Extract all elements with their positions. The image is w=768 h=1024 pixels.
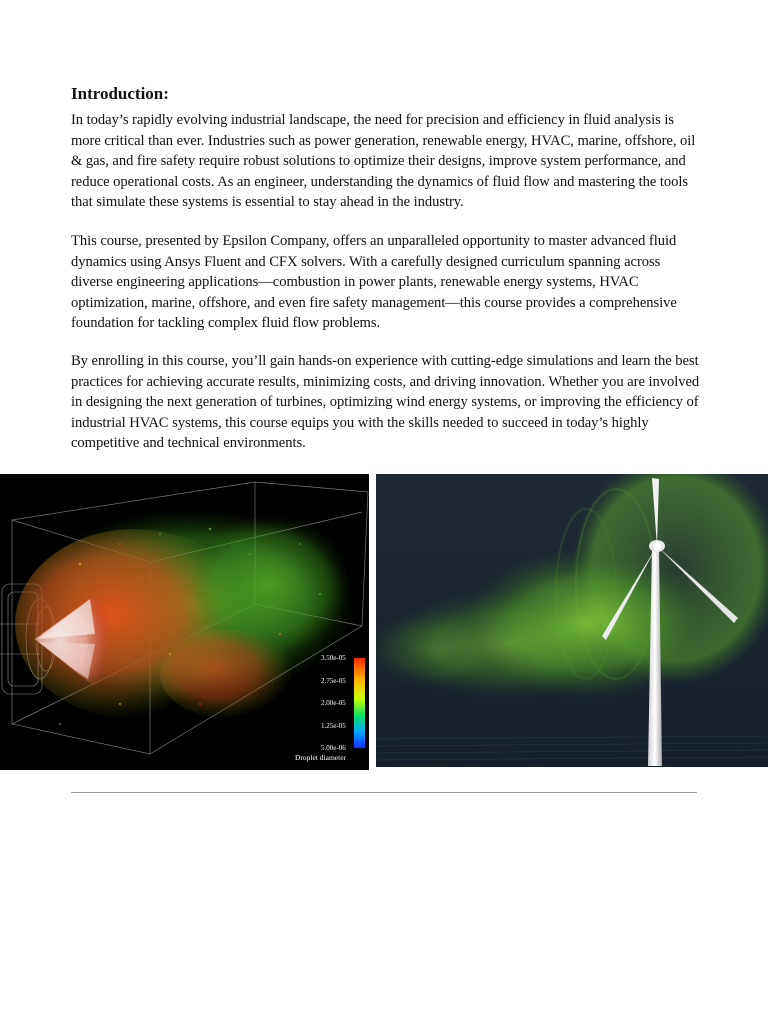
- section-heading: Introduction:: [71, 84, 169, 103]
- intro-paragraph-3: By enrolling in this course, you’ll gain hands-on experience with cutting-edge simulations and learn the best practices for achieving accurate results, minimizing costs, and driving innovation. Whether you are involved in designing the next generation of turbines, optimizing wind energy systems, or improving the efficiency of industrial HVAC systems, this course equips you with the skills needed to succeed in today’s highly competitive and technical environments.: [71, 353, 700, 452]
- divider: [71, 792, 697, 793]
- colorbar-tick-3: 2.00e-05: [321, 699, 346, 707]
- colorbar-title: Droplet diameter: [295, 753, 347, 762]
- colorbar-tick-1: 3.50e-05: [321, 654, 346, 662]
- colorbar-tick-5: 5.00e-06: [321, 744, 346, 752]
- wind-turbine-simulation-image: [376, 474, 768, 767]
- intro-paragraph-2: This course, presented by Epsilon Company, offers an unparalleled opportunity to master advanced fluid dynamics using Ansys Fluent and CFX solvers. With a carefully designed curriculum spanning across diverse engineering applications—combustion in power plants, renewable energy systems, HVAC optimization, marine, offshore, and even fire safety management—this course provides a comprehensive foundation for tackling complex fluid flow problems.: [71, 233, 677, 332]
- colorbar-tick-4: 1.25e-05: [321, 722, 346, 730]
- colorbar-tick-2: 2.75e-05: [321, 677, 346, 685]
- droplet-simulation-image: [0, 474, 369, 770]
- intro-paragraph-1: In today’s rapidly evolving industrial landscape, the need for precision and efficiency in fluid analysis is more critical than ever. Industries such as power generation, renewable energy, HVAC, marine, offshore, oil & gas, and fire safety require robust solutions to optimize their designs, improve system performance, and reduce operational costs. As an engineer, understanding the dynamics of fluid flow and mastering the tools that simulate these systems is essential to stay ahead in the industry.: [71, 112, 696, 211]
